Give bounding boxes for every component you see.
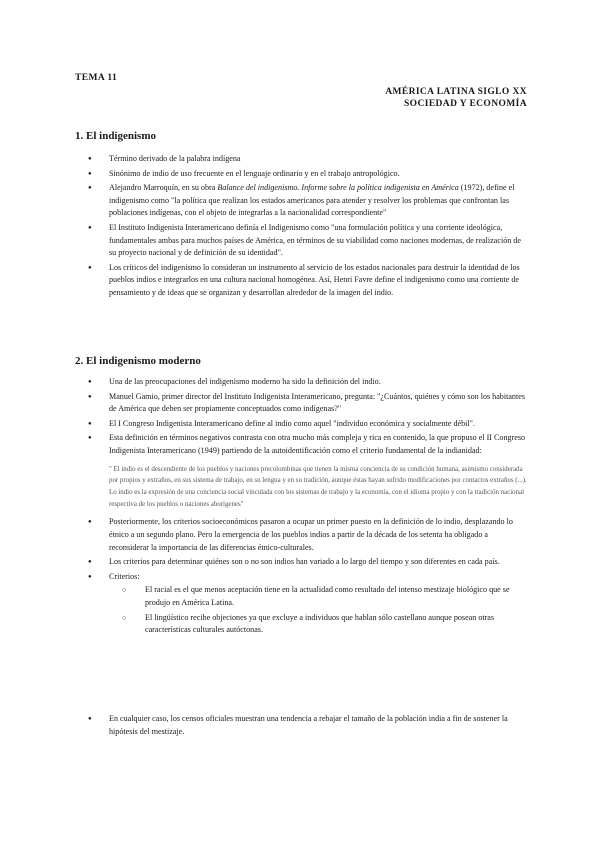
section-2-heading: 2. El indigenismo moderno (75, 355, 201, 367)
section-1-heading: 1. El indigenismo (75, 130, 156, 142)
list-item-text: Alejandro Marroquín, en su obra (109, 183, 218, 193)
sublist-item: ○ El lingüístico recibe objeciones ya que excluye a individuos que hablan sólo castellano aunque posean otras características culturales autóctonas. (109, 612, 530, 637)
list-item: ● Término derivado de la palabra indígena (75, 153, 530, 166)
list-item: ● Posteriormente, los criterios socioeconómicos pasaron a ocupar un primer puesto en la definición de lo indio, desplazando lo étnico a un segundo plano. Pero la emergencia de los pueblos indios a partir de la década de los setenta ha obligado a reconsiderar la importancia de las diferencias étnico-culturales. (75, 516, 530, 554)
header-line-1: AMÉRICA LATINA SIGLO XX (385, 87, 527, 97)
criteria-sublist (109, 584, 530, 636)
block-quote: " El indio es el descendiente de los pueblos y naciones precolombinas que tienen la misma conciencia de su condición humana, asimismo considerada por propios y extraños, en sus sistema de trabajo, en su lengua y en su tradición, aunque éstas hayan sufrido modificaciones por contactos extraños (...). Lo indio es la expresión de una conciencia social vinculada con los sistemas de trabajo y la economía, con el idioma propio y con la tradición nacional respectiva de los pueblos o naciones aborígenes" (109, 465, 527, 508)
header-line-2: SOCIEDAD Y ECONOMÍA (403, 99, 527, 109)
section-1-list (75, 153, 530, 302)
section-2-list (75, 376, 530, 639)
list-item-text: ● Criterios: (109, 571, 140, 581)
list-item-text: ● Esta definición en términos negativos contrasta con otra mucho más compleja y rica en contenido, la que propuso el II Congreso Indigenista Interamericano (1949) partiendo de la autoidentificación como el criterio fundamental de la indianidad: (109, 433, 526, 455)
list-item (75, 182, 530, 220)
list-item (75, 432, 530, 510)
list-item: ● En cualquier caso, los censos oficiales muestran una tendencia a rebajar el tamaño de la población india a fin de sostener la hipótesis del mestizaje. (75, 713, 530, 738)
list-item: ● Sinónimo de indio de uso frecuente en el lenguaje ordinario y en el trabajo antropológico. (75, 168, 530, 181)
list-item: ● El I Congreso Indigenista Interamericano define al indio como aquel "individuo económica y socialmente débil". (75, 418, 530, 431)
list-item: ● Los criterios para determinar quiénes son o no son indios han variado a lo largo del tiempo y son diferentes en cada país. (75, 556, 530, 569)
unit-label: TEMA 11 (75, 73, 118, 83)
document-header (385, 86, 527, 110)
book-title: Balance del indigenismo. Informe sobre la política indigenista en América (217, 183, 459, 193)
list-item: ● El Instituto Indigenista Interamericano definía el Indigenismo como "una formulación política y una corriente ideológica, fundamentales ambas para muchos países de América, en términos de su viabilidad como naciones modernas, de realización de su proyecto nacional y de definición de su identidad". (75, 222, 530, 260)
section-2-closing-list (75, 713, 530, 740)
list-item: ● Los críticos del indigenismo lo consideran un instrumento al servicio de los estados nacionales para destruir la identidad de los pueblos indios e integrarlos en una cultura nacional homogénea. Así, Henri Favre define el indigenismo como una corriente de pensamiento y de ideas que se organizan y desarrollan alrededor de la imagen del indio. (75, 262, 530, 300)
sublist-item: ○ El racial es el que menos aceptación tiene en la actualidad como resultado del intenso mestizaje biológico que se produjo en América Latina. (109, 584, 530, 609)
list-item: ● Una de las preocupaciones del indigenismo moderno ha sido la definición del indio. (75, 376, 530, 389)
list-item (75, 571, 530, 637)
list-item: ● Manuel Gamio, primer director del Instituto Indigenista Interamericano, pregunta: "¿Cuántos, quiénes y cómo son los habitantes de América que deben ser propiamente conceptuados como indígenas?" (75, 391, 530, 416)
list-item-text: (1972), define el indigenismo como "la política que realizan los estados americanos para atender y resolver los problemas que confrontan las poblaciones indígenas, con el objeto de integrarlas a la nacionalidad correspondiente" (109, 183, 515, 218)
